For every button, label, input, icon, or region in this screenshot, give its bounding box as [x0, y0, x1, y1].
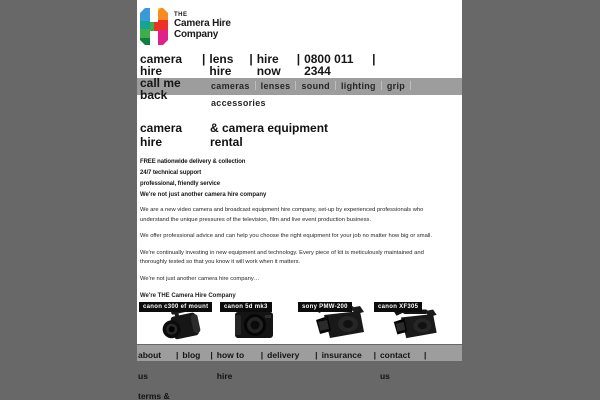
product-label: sony PMW-200 [298, 302, 352, 312]
page-title-right: & camera equipment rental [210, 121, 329, 149]
category-sound[interactable]: sound [301, 81, 330, 91]
paragraph: We're not just another camera hire company… [140, 275, 260, 282]
feature-delivery: FREE nationwide delivery & collection [140, 159, 246, 165]
nav-separator: | [249, 52, 253, 66]
paragraph: We're continually investing in new equipment and technology. Every piece of kit is meticulously maintained and thoroughly tested so that you know it will work when it matters. [140, 249, 424, 266]
footer-how-to-hire[interactable]: how to hire [216, 350, 245, 381]
closing-tagline: We're THE Camera Hire Company [140, 292, 236, 299]
category-lenses[interactable]: lenses [260, 81, 291, 91]
footer-about-us[interactable]: about us [138, 350, 162, 381]
content-area [137, 0, 462, 344]
camera-photo-c300 [159, 308, 205, 342]
footer-separator: | [260, 350, 264, 360]
product-canon-c300[interactable] [139, 300, 219, 342]
logo-text-the: THE [174, 12, 188, 18]
footer-delivery[interactable]: delivery [267, 350, 300, 360]
category-grip[interactable]: grip [386, 81, 406, 91]
footer-nav [138, 345, 438, 400]
page-title-left: camera hire [140, 121, 183, 149]
nav-separator: | [296, 52, 301, 66]
category-separator [381, 81, 382, 90]
paragraph: We offer professional advice and can help you choose the right equipment for your job no matter how big or small. [140, 233, 433, 240]
footer-insurance[interactable]: insurance [321, 350, 362, 360]
paragraph: We are a new video camera and broadcast equipment hire company, set-up by experienced professionals who understand the unique pressures of the television, film and live event production business. [140, 207, 424, 223]
product-label: canon XF305 [374, 302, 422, 312]
product-canon-xf305[interactable] [374, 300, 452, 342]
feature-list [140, 157, 245, 190]
footer-terms[interactable]: terms & [138, 391, 170, 400]
logo-text [174, 8, 231, 45]
feature-support: 24/7 technical support [140, 170, 202, 176]
nav-lens-hire[interactable]: lens hire [209, 52, 234, 78]
body-text [140, 206, 440, 308]
footer-contact-us[interactable]: contact us [379, 350, 411, 381]
category-accessories[interactable]: accessories [211, 98, 266, 108]
nav-separator: | [372, 52, 376, 66]
footer-separator: | [373, 350, 376, 360]
product-canon-5d[interactable] [220, 300, 298, 342]
category-separator [410, 81, 411, 90]
logo-h-icon [140, 8, 168, 45]
footer-blog[interactable]: blog [182, 350, 201, 360]
category-separator [295, 81, 296, 90]
feature-service: professional, friendly service [140, 181, 221, 187]
category-cameras[interactable]: cameras [211, 81, 250, 91]
product-sony-pmw200[interactable] [298, 298, 374, 342]
intro-tagline: We're not just another camera hire company [140, 192, 267, 198]
logo-text-line1: Camera Hire [174, 18, 231, 29]
product-label: canon 5d mk3 [220, 302, 272, 312]
category-separator [255, 81, 256, 90]
nav-separator: | [202, 52, 206, 66]
category-separator [335, 81, 336, 90]
page-title [140, 121, 345, 149]
footer-separator: | [176, 350, 179, 360]
footer-separator: | [210, 350, 213, 360]
logo-text-line2: Company [174, 29, 219, 40]
nav-camera-hire[interactable]: camera hire [140, 52, 183, 78]
footer-separator: | [315, 350, 318, 360]
nav-phone-number[interactable]: 0800 011 2344 [304, 52, 354, 78]
category-nav [211, 78, 441, 112]
site-logo[interactable] [140, 8, 231, 45]
category-lighting[interactable]: lighting [340, 81, 376, 91]
footer-separator: | [423, 350, 427, 360]
nav-call-me-back[interactable]: call me back [140, 76, 181, 102]
nav-hire-now[interactable]: hire now [256, 52, 281, 78]
product-label: canon c300 ef mount [139, 302, 212, 312]
